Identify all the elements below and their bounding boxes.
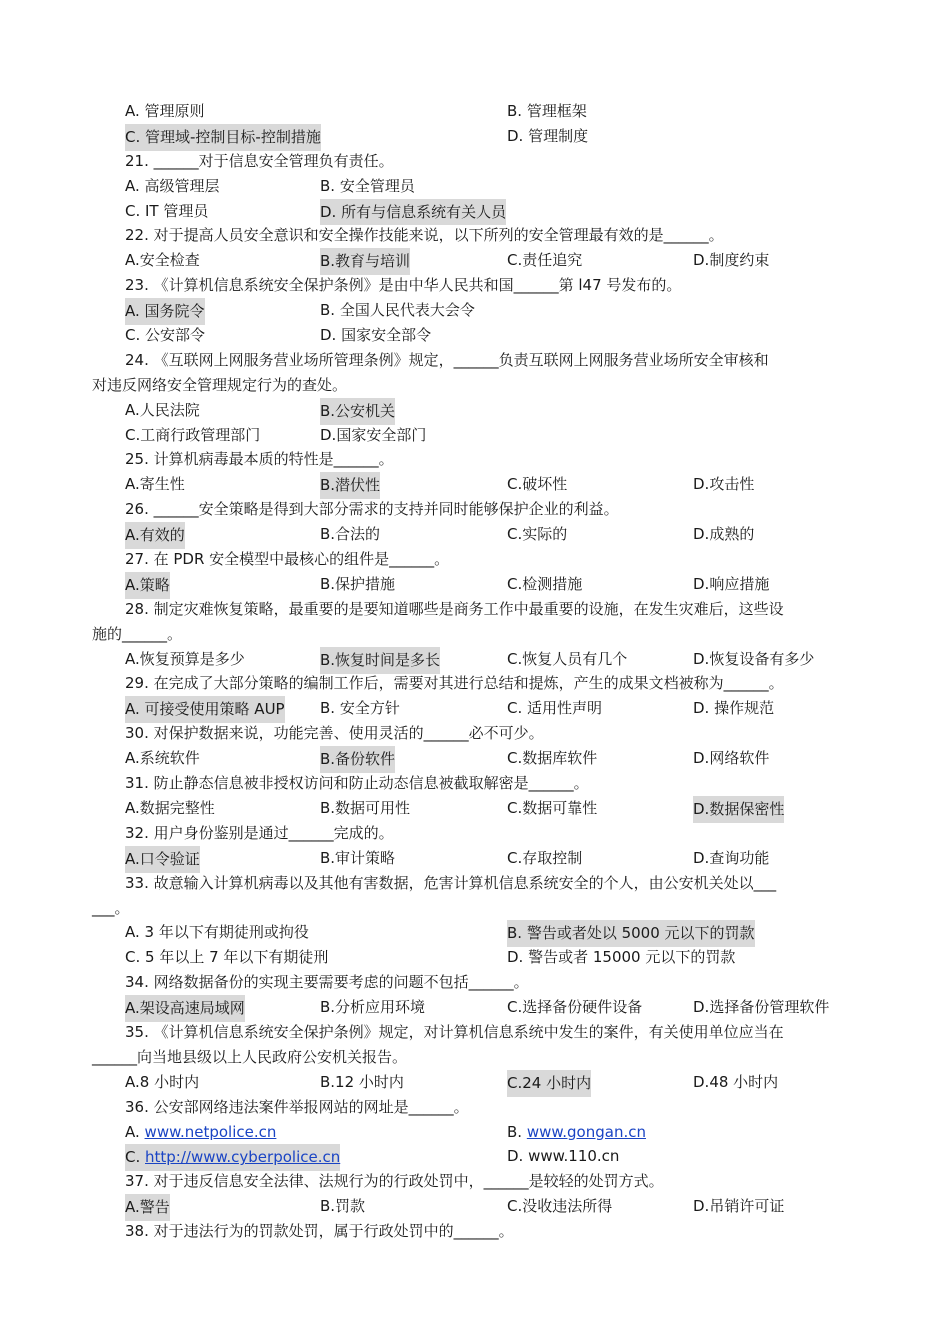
question-text: 28. 制定灾难恢复策略，最重要的是要知道哪些是商务工作中最重要的设施，在发生灾难后，这些设 bbox=[125, 599, 784, 618]
question-text: 21. ______对于信息安全管理负有责任。 bbox=[125, 151, 394, 170]
option: B.数据可用性 bbox=[320, 798, 411, 817]
question-text: 37. 对于违反信息安全法律、法规行为的行政处罚中，______是较轻的处罚方式。 bbox=[125, 1172, 664, 1191]
option-answer: A. 可接受使用策略 AUP bbox=[125, 696, 285, 723]
option: B. 安全管理员 bbox=[320, 176, 415, 195]
option: C.选择备份硬件设备 bbox=[507, 998, 643, 1017]
option: B. 全国人民代表大会令 bbox=[320, 301, 475, 320]
option-answer: A.架设高速局域网 bbox=[125, 995, 245, 1022]
question-text: 34. 网络数据备份的实现主要需要考虑的问题不包括______。 bbox=[125, 973, 529, 992]
option: C.责任追究 bbox=[507, 251, 583, 270]
question-text-continued: ___。 bbox=[92, 898, 130, 917]
option: D. 管理制度 bbox=[507, 126, 589, 145]
option: D.攻击性 bbox=[693, 475, 755, 494]
option-row bbox=[0, 323, 950, 348]
option-row bbox=[0, 472, 950, 497]
question-text-continued: 对违反网络安全管理规定行为的查处。 bbox=[92, 375, 348, 394]
question-text: 31. 防止静态信息被非授权访问和防止动态信息被截取解密是______。 bbox=[125, 774, 589, 793]
option: C.数据可靠性 bbox=[507, 798, 598, 817]
option-row bbox=[0, 696, 950, 721]
option: B. 安全方针 bbox=[320, 699, 400, 718]
option-row bbox=[0, 99, 950, 124]
option-link[interactable] bbox=[507, 1120, 646, 1145]
option-answer: A.有效的 bbox=[125, 522, 185, 549]
option-row bbox=[0, 174, 950, 199]
option-answer: C.24 小时内 bbox=[507, 1070, 591, 1097]
option: A. 高级管理层 bbox=[125, 176, 220, 195]
option-row bbox=[0, 298, 950, 323]
option: D. 操作规范 bbox=[693, 699, 775, 718]
option-link-answer[interactable] bbox=[125, 1144, 340, 1171]
option: D.选择备份管理软件 bbox=[693, 998, 830, 1017]
option: D.查询功能 bbox=[693, 848, 770, 867]
option-letter: C. bbox=[125, 1148, 146, 1167]
option-row bbox=[0, 1120, 950, 1145]
option-row bbox=[0, 522, 950, 547]
option-row bbox=[0, 1144, 950, 1169]
option: A.人民法院 bbox=[125, 400, 200, 419]
option: C.存取控制 bbox=[507, 848, 583, 867]
option: C.没收违法所得 bbox=[507, 1197, 613, 1216]
option-answer: B.备份软件 bbox=[320, 746, 395, 773]
question-text-continued: 施的______。 bbox=[92, 624, 183, 643]
option: B.合法的 bbox=[320, 525, 381, 544]
option: B. 管理框架 bbox=[507, 102, 587, 120]
option: C. 适用性声明 bbox=[507, 699, 603, 718]
option-answer: D.数据保密性 bbox=[693, 796, 784, 823]
question-text: 38. 对于违法行为的罚款处罚，属于行政处罚中的______。 bbox=[125, 1222, 514, 1241]
option: D.国家安全部门 bbox=[320, 425, 427, 444]
option: B.罚款 bbox=[320, 1197, 366, 1216]
option: A. 管理原则 bbox=[125, 102, 205, 120]
option-letter: B. bbox=[507, 1122, 527, 1141]
option-answer: B.潜伏性 bbox=[320, 472, 380, 499]
option: C.破坏性 bbox=[507, 475, 568, 494]
option-link[interactable] bbox=[125, 1120, 276, 1145]
question-text: 32. 用户身份鉴别是通过______完成的。 bbox=[125, 823, 394, 842]
option: A.数据完整性 bbox=[125, 798, 215, 817]
option-row bbox=[0, 796, 950, 821]
question-text: 36. 公安部网络违法案件举报网站的网址是______。 bbox=[125, 1097, 469, 1116]
option: C.数据库软件 bbox=[507, 749, 598, 768]
option-row bbox=[0, 995, 950, 1020]
question-text: 27. 在 PDR 安全模型中最核心的组件是______。 bbox=[125, 550, 450, 569]
option-answer: B.恢复时间是多长 bbox=[320, 647, 440, 674]
option-row bbox=[0, 199, 950, 224]
option: D.吊销许可证 bbox=[693, 1197, 785, 1216]
option: A.系统软件 bbox=[125, 749, 200, 768]
question-text: 24. 《互联网上网服务营业场所管理条例》规定，______负责互联网上网服务营业场所安全审核和 bbox=[125, 350, 769, 369]
option-row bbox=[0, 423, 950, 448]
option: B.分析应用环境 bbox=[320, 998, 426, 1017]
option-answer: A. 国务院令 bbox=[125, 298, 205, 325]
question-text: 22. 对于提高人员安全意识和安全操作技能来说，以下所列的安全管理最有效的是______。 bbox=[125, 226, 724, 245]
option: A.安全检查 bbox=[125, 251, 200, 270]
option: C.检测措施 bbox=[507, 574, 583, 593]
option-answer: C. 管理域-控制目标-控制措施 bbox=[125, 124, 321, 151]
option: B.12 小时内 bbox=[320, 1072, 404, 1091]
option: D. www.110.cn bbox=[507, 1147, 620, 1166]
option: D.48 小时内 bbox=[693, 1072, 779, 1091]
url-link[interactable]: http://www.cyberpolice.cn bbox=[145, 1148, 341, 1167]
option-row bbox=[0, 1070, 950, 1095]
option-row bbox=[0, 572, 950, 597]
option: A.8 小时内 bbox=[125, 1072, 200, 1091]
option-answer: B. 警告或者处以 5000 元以下的罚款 bbox=[507, 920, 755, 947]
option: D. 国家安全部令 bbox=[320, 326, 432, 345]
option-row bbox=[0, 647, 950, 672]
option: D.成熟的 bbox=[693, 525, 755, 544]
question-text-continued: ______向当地县级以上人民政府公安机关报告。 bbox=[92, 1047, 408, 1066]
question-text: 33. 故意输入计算机病毒以及其他有害数据，危害计算机信息系统安全的个人，由公安机关处以___ bbox=[125, 873, 777, 892]
option-answer: A.警告 bbox=[125, 1194, 170, 1221]
option: C.恢复人员有几个 bbox=[507, 649, 628, 668]
option: C.工商行政管理部门 bbox=[125, 425, 261, 444]
option-row bbox=[0, 398, 950, 423]
option: C. IT 管理员 bbox=[125, 201, 209, 220]
option: C. 公安部令 bbox=[125, 326, 206, 345]
option-row bbox=[0, 846, 950, 871]
option: C. 5 年以上 7 年以下有期徒刑 bbox=[125, 948, 329, 967]
option-row bbox=[0, 1194, 950, 1219]
option: D. 警告或者 15000 元以下的罚款 bbox=[507, 948, 736, 967]
option-row bbox=[0, 945, 950, 970]
exam-page bbox=[0, 99, 950, 1244]
option-letter: A. bbox=[125, 1122, 145, 1141]
option-row bbox=[0, 746, 950, 771]
option-answer: A.策略 bbox=[125, 572, 170, 599]
option-answer: B.教育与培训 bbox=[320, 248, 410, 275]
question-text: 26. ______安全策略是得到大部分需求的支持并同时能够保护企业的利益。 bbox=[125, 500, 619, 519]
question-text: 35. 《计算机信息系统安全保护条例》规定，对计算机信息系统中发生的案件，有关使用单位应当在 bbox=[125, 1022, 784, 1041]
option: A. 3 年以下有期徒刑或拘役 bbox=[125, 923, 309, 942]
option: A.恢复预算是多少 bbox=[125, 649, 245, 668]
option: C.实际的 bbox=[507, 525, 568, 544]
url-link[interactable]: www.netpolice.cn bbox=[144, 1122, 277, 1141]
question-text: 25. 计算机病毒最本质的特性是______。 bbox=[125, 450, 394, 469]
option: D.网络软件 bbox=[693, 749, 770, 768]
url-link[interactable]: www.gongan.cn bbox=[526, 1122, 646, 1141]
option-answer: B.公安机关 bbox=[320, 398, 395, 425]
question-text: 23. 《计算机信息系统安全保护条例》是由中华人民共和国______第 l47 号发布的。 bbox=[125, 276, 682, 295]
option: D.恢复设备有多少 bbox=[693, 649, 815, 668]
option: D.响应措施 bbox=[693, 574, 770, 593]
option-answer: A.口令验证 bbox=[125, 846, 200, 873]
option-answer: D. 所有与信息系统有关人员 bbox=[320, 199, 506, 226]
option: B.保护措施 bbox=[320, 574, 396, 593]
option: A.寄生性 bbox=[125, 475, 185, 494]
option: D.制度约束 bbox=[693, 251, 770, 270]
option: B.审计策略 bbox=[320, 848, 396, 867]
option-row bbox=[0, 124, 950, 149]
option-row bbox=[0, 248, 950, 273]
question-text: 30. 对保护数据来说，功能完善、使用灵活的______必不可少。 bbox=[125, 724, 544, 743]
option-row bbox=[0, 920, 950, 945]
question-text: 29. 在完成了大部分策略的编制工作后，需要对其进行总结和提炼，产生的成果文档被称为______。 bbox=[125, 674, 784, 693]
